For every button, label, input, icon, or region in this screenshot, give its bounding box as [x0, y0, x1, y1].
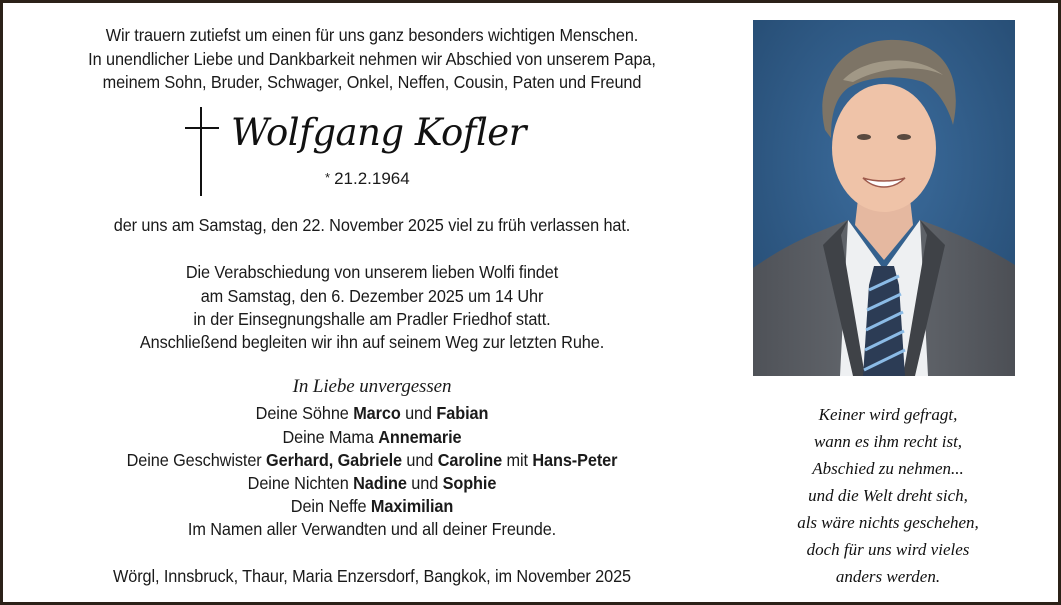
niece-name: Nadine	[353, 473, 407, 493]
intro-line-1: Wir trauern zutiefst um einen für uns ganz besonders wichtigen Menschen.	[105, 25, 639, 45]
intro-line-2: In unendlicher Liebe und Dankbarkeit nehmen wir Abschied von unserem Papa,	[88, 49, 656, 69]
mourners-heading: In Liebe unvergessen	[292, 376, 452, 397]
mourners-siblings: Deine Geschwister Gerhard, Gabriele und Caroline mit Hans-Peter	[126, 450, 618, 470]
portrait-photo	[753, 20, 1015, 376]
farewell-line-4: Anschließend begleiten wir ihn auf seinem Weg zur letzten Ruhe.	[139, 332, 605, 352]
mourners-sons: Deine Söhne Marco und Fabian	[255, 403, 489, 423]
birth-star-icon: *	[325, 170, 331, 185]
son-name: Marco	[353, 403, 401, 423]
sibling-name: Caroline	[437, 450, 503, 470]
farewell-line-3: in der Einsegnungshalle am Pradler Friedhof statt.	[193, 309, 551, 329]
poem-line: anders werden.	[835, 567, 941, 586]
nephew-name: Maximilian	[370, 496, 454, 516]
birth-date-value: 21.2.1964	[334, 169, 410, 188]
deceased-name: Wolfgang Kofler	[231, 111, 526, 154]
mother-name: Annemarie	[378, 427, 462, 447]
mourners-nieces: Deine Nichten Nadine und Sophie	[247, 473, 497, 493]
son-name: Fabian	[436, 403, 489, 423]
farewell-line-1: Die Verabschiedung von unserem lieben Wolfi findet	[185, 262, 559, 282]
mourners-nephew: Dein Neffe Maximilian	[290, 496, 454, 516]
sibling-names: Gerhard, Gabriele	[266, 450, 402, 470]
niece-name: Sophie	[442, 473, 497, 493]
poem-line: doch für uns wird vieles	[806, 540, 970, 559]
places-and-date: Wörgl, Innsbruck, Thaur, Maria Enzersdorf, Bangkok, im November 2025	[112, 566, 632, 586]
sibling-partner-name: Hans-Peter	[532, 450, 618, 470]
portrait-image	[753, 20, 1015, 376]
death-notice: der uns am Samstag, den 22. November 2025 viel zu früh verlassen hat.	[113, 215, 631, 235]
cross-icon	[185, 107, 219, 196]
birth-date	[325, 169, 410, 189]
mourners-closing: Im Namen aller Verwandten und all deiner Freunde.	[187, 519, 557, 539]
memorial-poem	[743, 401, 1033, 590]
poem-line: Abschied zu nehmen...	[812, 459, 964, 478]
obituary-text-column	[3, 3, 741, 602]
poem-line: und die Welt dreht sich,	[808, 486, 968, 505]
poem-line: als wäre nichts geschehen,	[797, 513, 979, 532]
poem-line: wann es ihm recht ist,	[813, 432, 963, 451]
mourners-mother: Deine Mama Annemarie	[282, 427, 462, 447]
poem-line: Keiner wird gefragt,	[818, 405, 958, 424]
farewell-line-2: am Samstag, den 6. Dezember 2025 um 14 Uhr	[200, 286, 544, 306]
intro-line-3: meinem Sohn, Bruder, Schwager, Onkel, Neffen, Cousin, Paten und Freund	[102, 72, 642, 92]
